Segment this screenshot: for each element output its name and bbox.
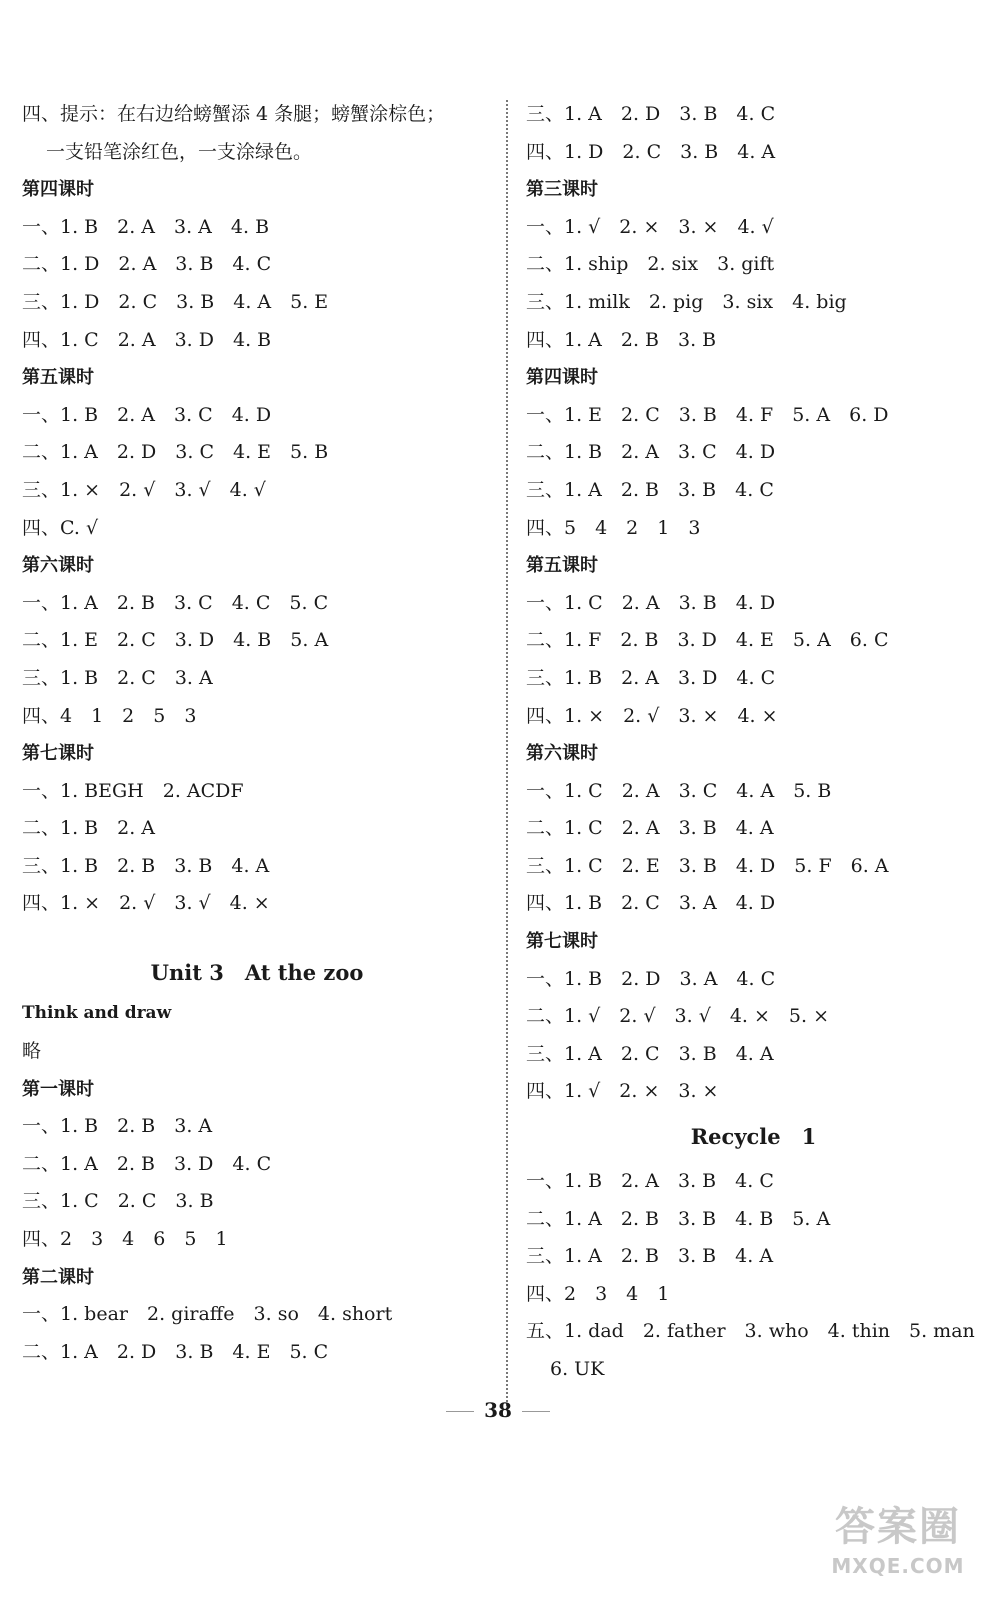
answer-line: 二、1. F 2. B 3. D 4. E 5. A 6. C: [526, 629, 889, 652]
right-column: [526, 96, 981, 1389]
column-divider: [506, 100, 508, 1410]
answer-line: 一、1. C 2. A 3. C 4. A 5. B: [526, 779, 832, 802]
lesson-heading: 第四课时: [22, 179, 94, 201]
answer-line: 四、1. B 2. C 3. A 4. D: [526, 892, 776, 915]
answer-line: 一、1. B 2. A 3. A 4. B: [22, 215, 270, 238]
answer-line: 四、1. C 2. A 3. D 4. B: [22, 328, 272, 351]
page-number: [0, 1398, 996, 1422]
watermark-text-top: 答案圈: [835, 1504, 961, 1550]
answer-line: 三、1. B 2. C 3. A: [22, 666, 213, 689]
answer-line: 二、1. ship 2. six 3. gift: [526, 253, 775, 276]
answer-line: 三、1. C 2. C 3. B: [22, 1190, 214, 1213]
lesson-heading: 第四课时: [526, 367, 598, 389]
answer-line: 一、1. BEGH 2. ACDF: [22, 779, 244, 802]
answer-line: 一、1. B 2. A 3. C 4. D: [22, 403, 272, 426]
watermark-logo: [818, 1502, 978, 1588]
answer-line: 二、1. D 2. A 3. B 4. C: [22, 253, 272, 276]
answer-line: 三、1. B 2. A 3. D 4. C: [526, 666, 776, 689]
answer-line: 二、1. A 2. B 3. B 4. B 5. A: [526, 1207, 831, 1230]
answer-line: 四、2 3 4 1: [526, 1282, 670, 1305]
lesson-heading: 第五课时: [526, 555, 598, 577]
lesson-heading: 第六课时: [22, 555, 94, 577]
section-title: Think and draw: [22, 1003, 172, 1024]
answer-line: 五、1. dad 2. father 3. who 4. thin 5. man: [526, 1320, 975, 1343]
answer-line: 一、1. bear 2. giraffe 3. so 4. short: [22, 1303, 393, 1326]
answer-line: 一、1. B 2. A 3. B 4. C: [526, 1170, 774, 1193]
answer-line: 三、1. A 2. B 3. B 4. C: [526, 478, 774, 501]
left-column: [22, 96, 492, 1371]
answer-line: 四、2 3 4 6 5 1: [22, 1228, 228, 1251]
lesson-heading: 第三课时: [526, 179, 598, 201]
answer-line: 一、1. √ 2. × 3. × 4. √: [526, 215, 774, 238]
answer-line: 一、1. B 2. B 3. A: [22, 1115, 213, 1138]
answer-line: 二、1. A 2. D 3. B 4. E 5. C: [22, 1340, 329, 1363]
answer-line: 四、1. × 2. √ 3. √ 4. ×: [22, 892, 270, 915]
lesson-heading: 第五课时: [22, 367, 94, 389]
answer-line: 四、1. A 2. B 3. B: [526, 328, 717, 351]
answer-line: 三、1. A 2. C 3. B 4. A: [526, 1042, 774, 1065]
answer-line: 四、提示：在右边给螃蟹添 4 条腿；螃蟹涂棕色；: [22, 103, 446, 125]
answer-line: 一、1. B 2. D 3. A 4. C: [526, 967, 776, 990]
answer-line: 四、1. D 2. C 3. B 4. A: [526, 140, 776, 163]
lesson-heading: 第七课时: [22, 743, 94, 765]
answer-line: 二、1. √ 2. √ 3. √ 4. × 5. ×: [526, 1005, 829, 1028]
answer-line: 四、5 4 2 1 3: [526, 516, 701, 539]
answer-line: 四、C. √: [22, 516, 99, 539]
page-number-text: 38: [484, 1398, 512, 1422]
lesson-heading: 第一课时: [22, 1078, 94, 1100]
answer-line: 一、1. C 2. A 3. B 4. D: [526, 591, 776, 614]
lesson-heading: 第七课时: [526, 931, 598, 953]
answer-line: 一、1. A 2. B 3. C 4. C 5. C: [22, 591, 329, 614]
answer-line: 二、1. C 2. A 3. B 4. A: [526, 817, 774, 840]
answer-line: 三、1. C 2. E 3. B 4. D 5. F 6. A: [526, 854, 889, 877]
answer-line: 二、1. B 2. A: [22, 817, 156, 840]
answer-line: 三、1. B 2. B 3. B 4. A: [22, 854, 270, 877]
answer-line: 二、1. A 2. B 3. D 4. C: [22, 1152, 272, 1175]
page-dash-right: [522, 1411, 550, 1412]
answer-line: 二、1. E 2. C 3. D 4. B 5. A: [22, 629, 329, 652]
lesson-heading: 第二课时: [22, 1266, 94, 1288]
page-dash-left: [446, 1411, 474, 1412]
answer-line: 三、1. A 2. B 3. B 4. A: [526, 1245, 774, 1268]
recycle-title: Recycle 1: [690, 1124, 817, 1150]
answer-line: 一、1. E 2. C 3. B 4. F 5. A 6. D: [526, 403, 889, 426]
answer-line: 三、1. D 2. C 3. B 4. A 5. E: [22, 290, 329, 313]
answer-line: 二、1. A 2. D 3. C 4. E 5. B: [22, 441, 329, 464]
answer-line: 一支铅笔涂红色，一支涂绿色。: [46, 140, 313, 163]
answer-line: 四、4 1 2 5 3: [22, 704, 197, 727]
answer-line: 略: [22, 1040, 42, 1063]
answer-line: 四、1. √ 2. × 3. ×: [526, 1080, 719, 1103]
answer-line: 三、1. milk 2. pig 3. six 4. big: [526, 290, 847, 313]
lesson-heading: 第六课时: [526, 743, 598, 765]
watermark-text-bottom: MXQE.COM: [831, 1554, 965, 1578]
answer-line: 6. UK: [550, 1358, 605, 1380]
answer-line: 二、1. B 2. A 3. C 4. D: [526, 441, 776, 464]
answer-line: 四、1. × 2. √ 3. × 4. ×: [526, 704, 778, 727]
answer-line: 三、1. A 2. D 3. B 4. C: [526, 103, 776, 125]
answer-line: 三、1. × 2. √ 3. √ 4. √: [22, 478, 266, 501]
unit-title: Unit 3 At the zoo: [150, 960, 364, 986]
